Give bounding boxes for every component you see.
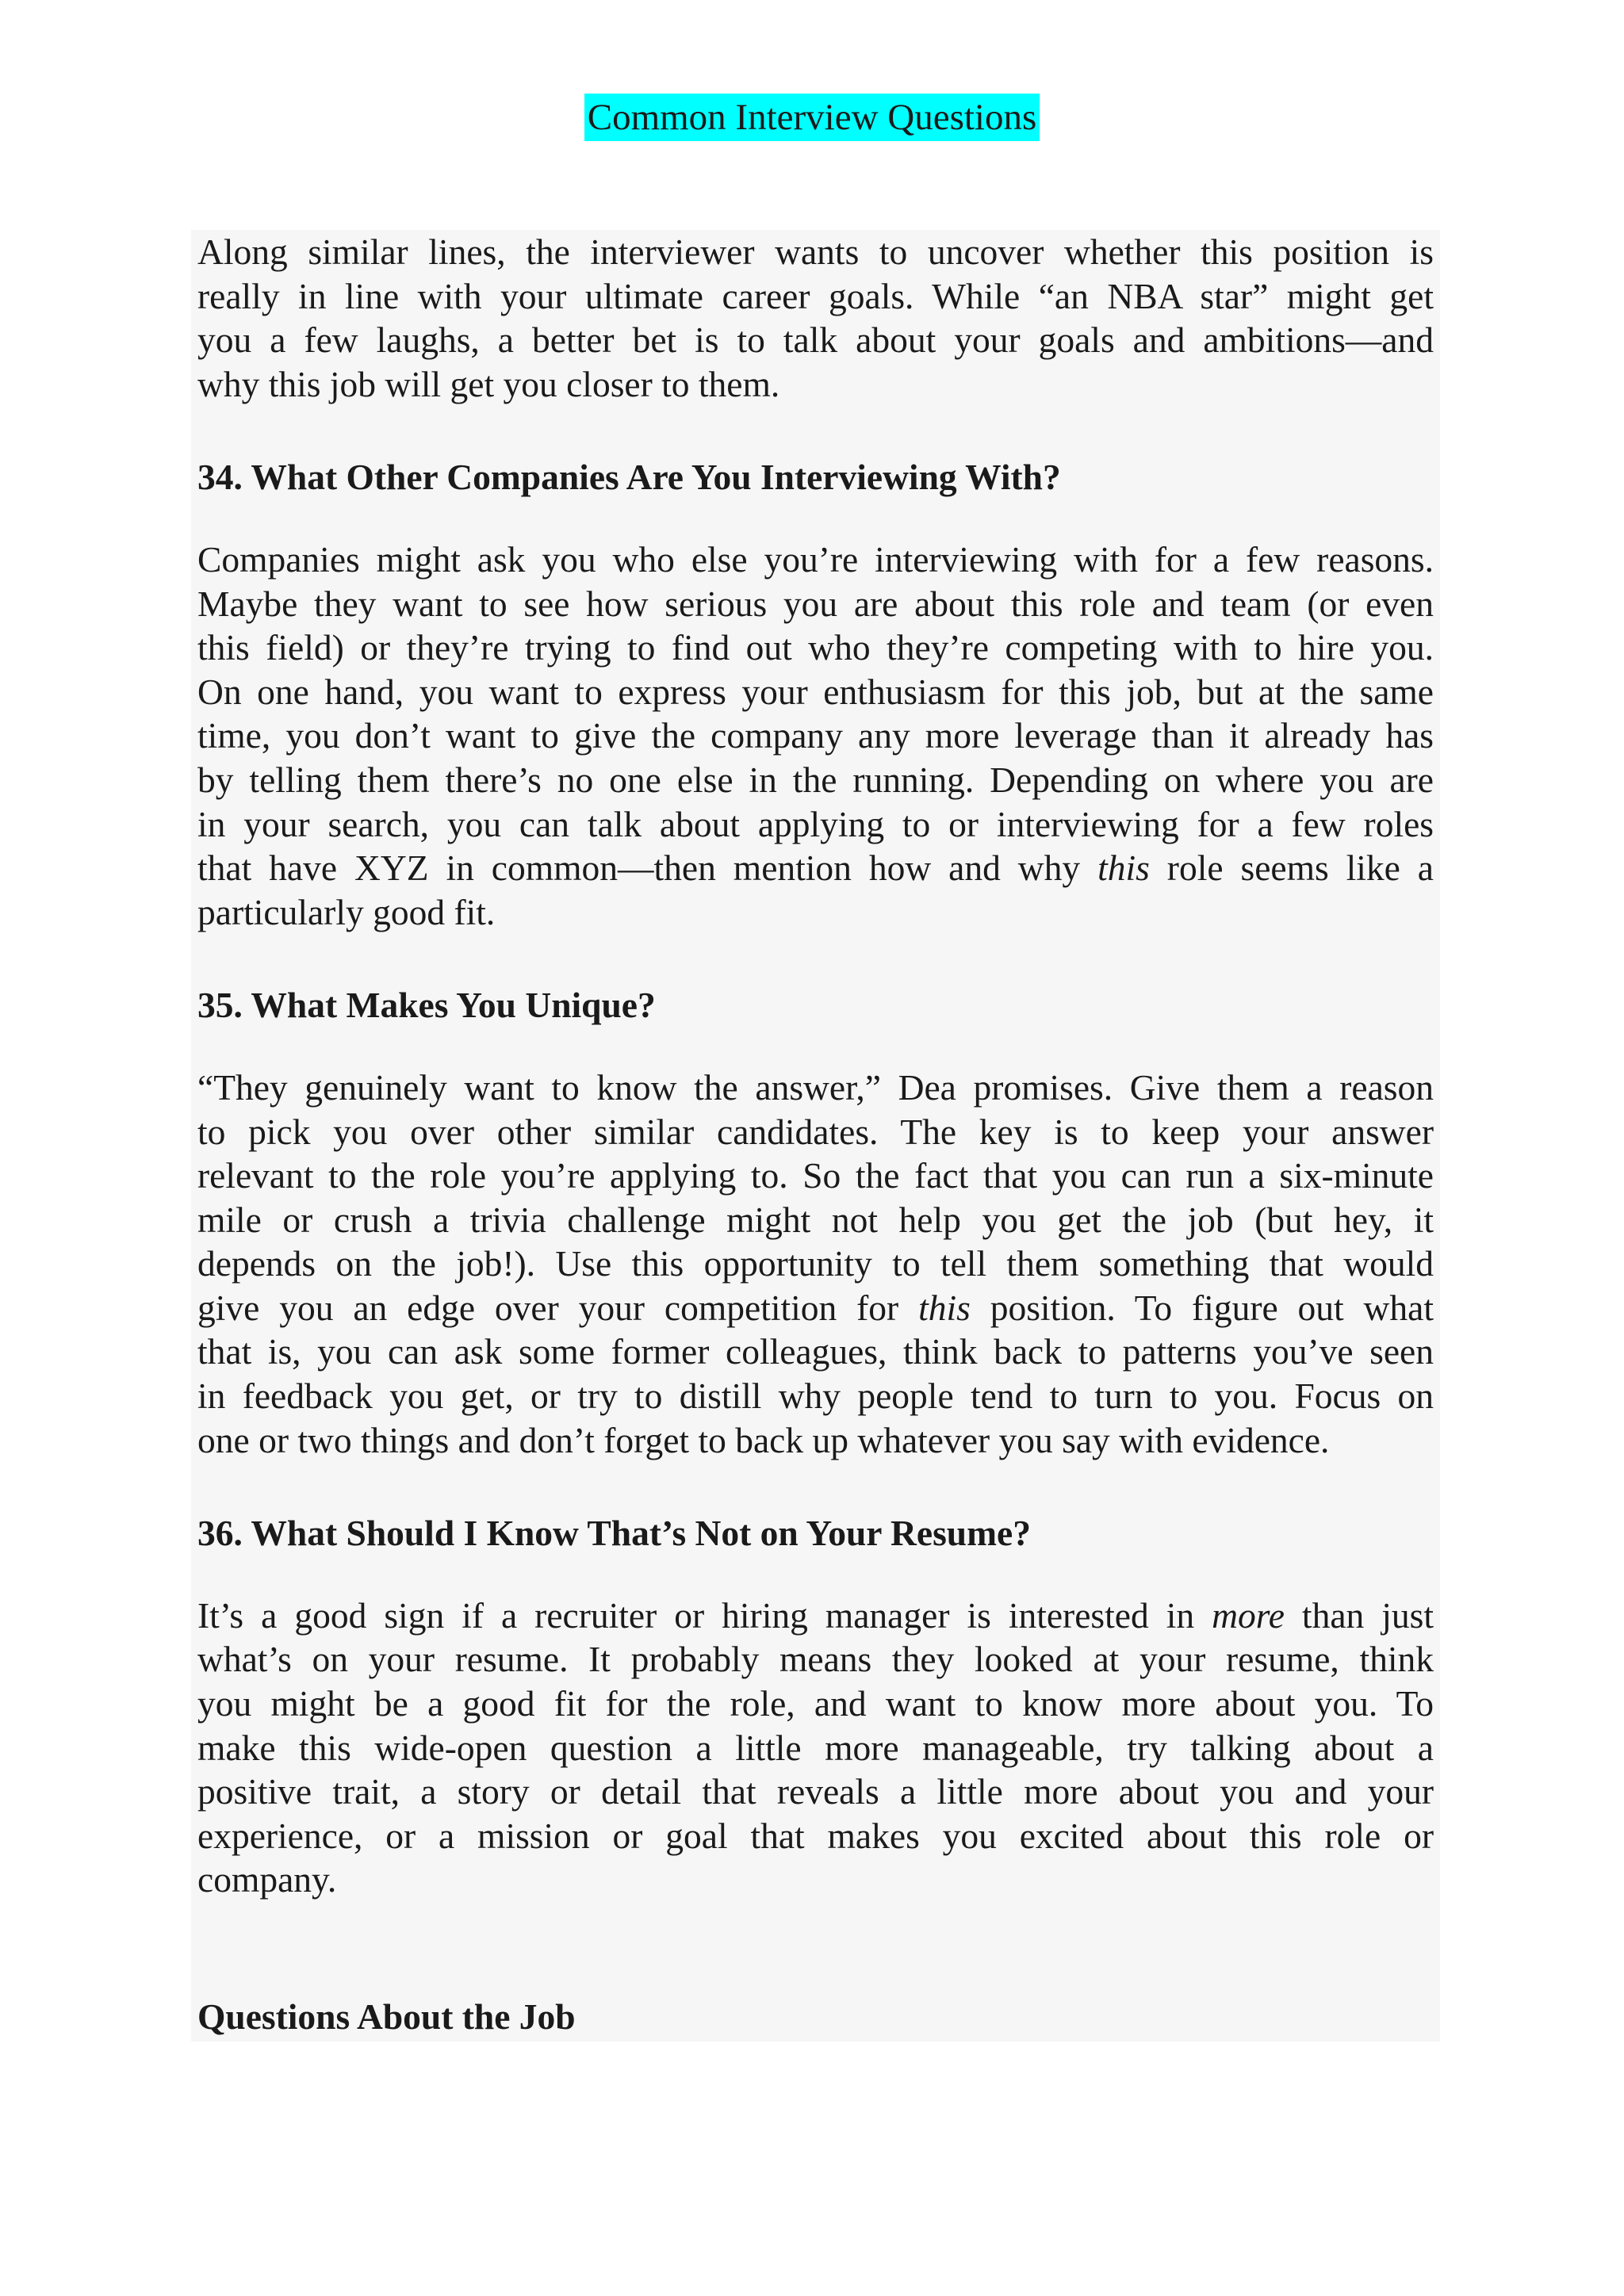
text-line: you might be a good fit for the role, and want to know more about you. To (197, 1683, 1434, 1724)
question-36-heading: 36. What Should I Know That’s Not on Your Resume? (197, 1513, 1031, 1554)
emphasis-text: this (1097, 848, 1150, 889)
text-line: this field) or they’re trying to find out who they’re competing with to hire you. (197, 627, 1434, 668)
text-line: in your search, you can talk about applying to or interviewing for a few roles (197, 803, 1434, 844)
text-line: mile or crush a trivia challenge might not help you get the job (but hey, it (197, 1199, 1434, 1240)
document-body (191, 230, 1440, 2042)
text-fragment: role seems like a (1149, 848, 1434, 889)
question-35-heading: 35. What Makes You Unique? (197, 985, 656, 1026)
question-34-answer (197, 538, 1434, 934)
question-35-answer (197, 1066, 1434, 1462)
text-line: to pick you over other similar candidates. The key is to keep your answer (197, 1111, 1434, 1152)
text-line: Companies might ask you who else you’re interviewing with for a few reasons. (197, 538, 1434, 580)
text-line (197, 1286, 1434, 1330)
text-fragment: It’s a good sign if a recruiter or hiring manager is interested in (197, 1594, 1212, 1636)
text-line: experience, or a mission or goal that makes you excited about this role or (197, 1815, 1434, 1856)
text-line: particularly good fit. (197, 891, 496, 932)
document-title: Common Interview Questions (584, 94, 1040, 141)
text-line: in feedback you get, or try to distill why people tend to turn to you. Focus on (197, 1376, 1434, 1417)
text-line: why this job will get you closer to them. (197, 363, 780, 404)
text-line: by telling them there’s no one else in the running. Depending on where you are (197, 759, 1434, 800)
emphasis-text: this (918, 1287, 971, 1328)
question-36-answer (197, 1594, 1434, 1902)
text-line: relevant to the role you’re applying to. So the fact that you can run a six-minute (197, 1155, 1434, 1196)
text-line: depends on the job!). Use this opportunity to tell them something that would (197, 1243, 1434, 1284)
text-line: make this wide-open question a little more manageable, try talking about a (197, 1727, 1434, 1768)
text-fragment: than just (1284, 1594, 1434, 1636)
text-fragment: that have XYZ in common—then mention how and why (197, 848, 1098, 889)
text-line: Along similar lines, the interviewer wants to uncover whether this position is (197, 232, 1434, 272)
text-fragment: position. To figure out what (970, 1287, 1434, 1328)
text-line (197, 1594, 1434, 1638)
text-line (197, 846, 1434, 890)
emphasis-text: more (1212, 1594, 1285, 1636)
text-fragment: give you an edge over your competition for (197, 1287, 919, 1328)
page-header (0, 94, 1624, 141)
intro-paragraph (197, 230, 1434, 406)
text-line: positive trait, a story or detail that reveals a little more about you and your (197, 1771, 1434, 1812)
text-line: you a few laughs, a better bet is to talk about your goals and ambitions—and (197, 320, 1434, 361)
text-line: what’s on your resume. It probably means they looked at your resume, think (197, 1639, 1434, 1680)
text-line: On one hand, you want to express your enthusiasm for this job, but at the same (197, 671, 1434, 712)
text-line: that is, you can ask some former colleagues, think back to patterns you’ve seen (197, 1331, 1434, 1372)
text-line: company. (197, 1859, 337, 1900)
text-line: one or two things and don’t forget to back up whatever you say with evidence. (197, 1419, 1330, 1460)
text-line: time, you don’t want to give the company any more leverage than it already has (197, 715, 1434, 756)
questions-about-job-heading: Questions About the Job (197, 1996, 576, 2037)
text-line: really in line with your ultimate career goals. While “an NBA star” might get (197, 275, 1434, 316)
text-line: “They genuinely want to know the answer,” Dea promises. Give them a reason (197, 1066, 1434, 1108)
text-line: Maybe they want to see how serious you are about this role and team (or even (197, 583, 1434, 624)
question-34-heading: 34. What Other Companies Are You Interviewing With? (197, 457, 1061, 498)
